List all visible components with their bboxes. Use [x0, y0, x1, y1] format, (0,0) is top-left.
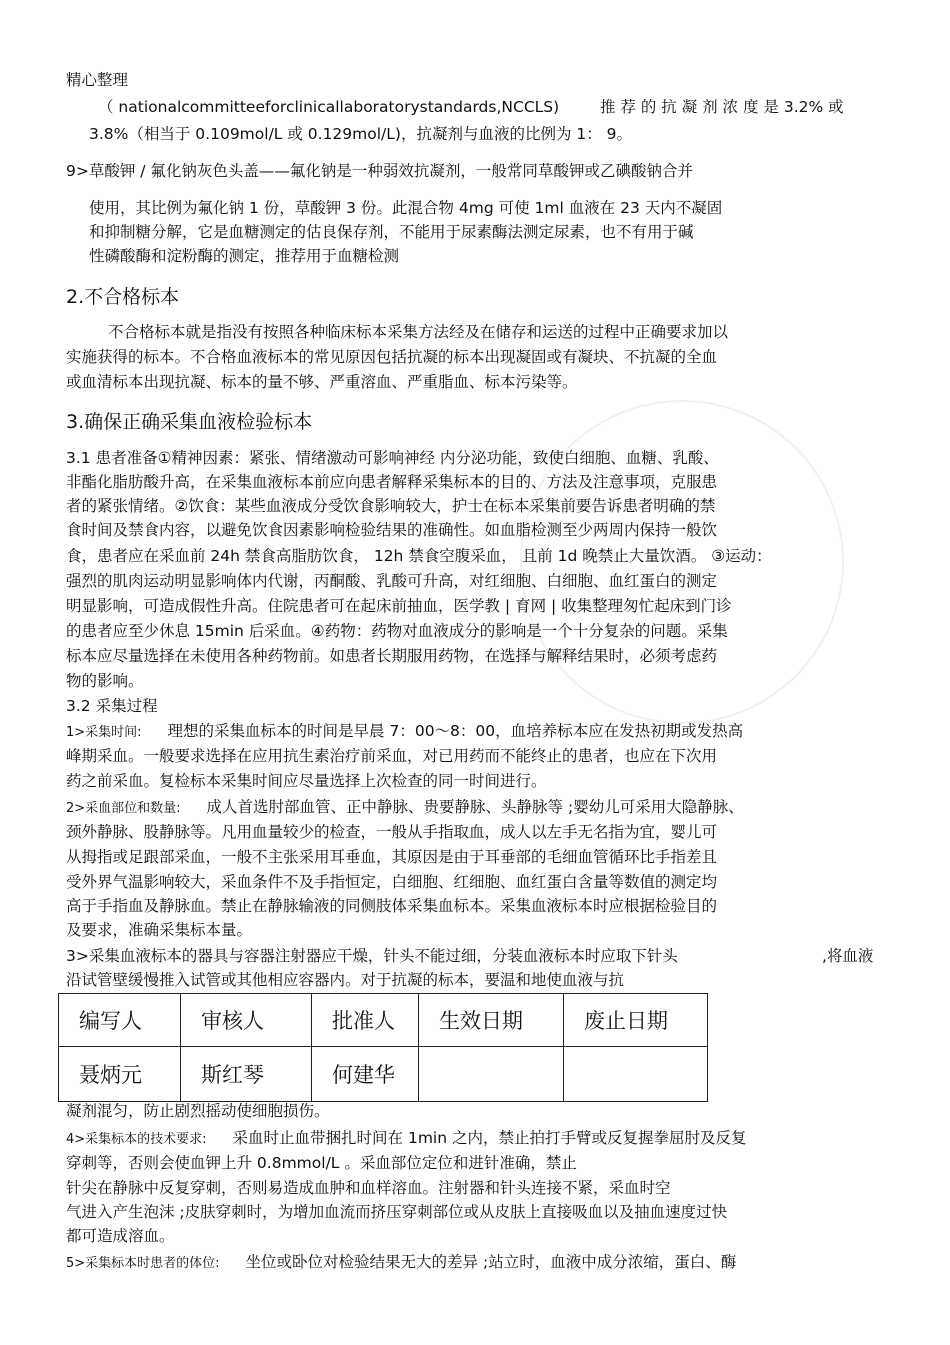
item3-line2: 沿试管壁缓慢推入试管或其他相应容器内。对于抗凝的标本，要温和地使血液与抗 — [66, 971, 625, 989]
item1-label: 1>采集时间: — [66, 725, 142, 740]
item2-line4: 受外界气温影响较大，采血条件不及手指恒定，白细胞、红细胞、血红蛋白含量等数值的测定均 — [66, 873, 718, 891]
p2-line3: 和抑制糖分解，它是血糖测定的估良保存剂，不能用于尿素酶法测定尿素，也不有用于碱 — [89, 223, 694, 241]
p2-line1 — [66, 161, 693, 181]
item5-line1-text: 坐位或卧位对检验结果无大的差异 ;站立时，血液中成分浓缩，蛋白、酶 — [245, 1253, 737, 1271]
s31-line: 食，患者应在采血前 24h 禁食高脂肪饮食， 12h 禁食空腹采血， 且前 1d 晚禁止大量饮酒。 ③运动： — [66, 547, 772, 565]
approval-value-row — [59, 1047, 708, 1102]
value-cell-effective-date — [419, 1047, 564, 1102]
item4-label: 4>采集标本的技术要求: — [66, 1132, 207, 1147]
s31-line: 者的紧张情绪。②饮食：某些血液成分受饮食影响较大，护士在标本采集前要告诉患者明确的禁 — [66, 497, 716, 515]
p2-line4: 性磷酸酶和淀粉酶的测定，推荐用于血糖检测 — [89, 247, 400, 265]
s31-line: 食时间及禁食内容，以避免饮食因素影响检验结果的准确性。如血脂检测至少两周内保持一般饮 — [66, 521, 718, 539]
item2-line2: 颈外静脉、股静脉等。凡用血量较少的检查，一般从手指取血，成人以左手无名指为宜，婴儿可 — [66, 823, 718, 841]
item2-label: 2>采血部位和数量: — [66, 801, 181, 816]
item3-line1a: 3>采集血液标本的器具与容器注射器应干燥，针头不能过细，分装血液标本时应取下针头 — [66, 947, 678, 965]
approval-header-row — [59, 994, 708, 1047]
value-cell-approver: 何建华 — [312, 1047, 419, 1102]
p2-line1-text: 草酸钾 / 氟化钠灰色头盖——氟化钠是一种弱效抗凝剂，一般常同草酸钾或乙碘酸钠合并 — [88, 162, 693, 180]
item2-line1 — [66, 797, 744, 819]
s31-line: 明显影响，可造成假性升高。住院患者可在起床前抽血，医学教 | 育网 | 收集整理匆忙起床到门诊 — [66, 597, 732, 615]
s31-line: 3.1 患者准备①精神因素：紧张、情绪激动可影响神经 内分泌功能，致使白细胞、血糖、乳酸、 — [66, 449, 719, 467]
header-cell-effective-date: 生效日期 — [419, 994, 564, 1047]
approval-table — [58, 993, 708, 1102]
s32-title: 3.2 采集过程 — [66, 697, 158, 715]
s31-line: 非酯化脂肪酸升高，在采集血液标本前应向患者解释采集标本的目的、方法及注意事项，克服患 — [66, 473, 718, 491]
header-cell-approver: 批准人 — [312, 994, 419, 1047]
sec2-line1: 不合格标本就是指没有按照各种临床标本采集方法经及在储存和运送的过程中正确要求加以 — [108, 323, 729, 341]
item2-line3: 从拇指或足跟部采血，一般不主张采用耳垂血，其原因是由于耳垂部的毛细血管循环比手指差且 — [66, 848, 718, 866]
p1-line2: 3.8%（相当于 0.109mol/L 或 0.129mol/L)，抗凝剂与血液的比例为 1： 9。 — [89, 125, 633, 143]
item5-line1 — [66, 1252, 736, 1274]
sec2-line2: 实施获得的标本。不合格血液标本的常见原因包括抗凝的标本出现凝固或有凝块、不抗凝的全血 — [66, 348, 718, 366]
value-cell-author: 聂炳元 — [59, 1047, 181, 1102]
item1-line3: 药之前采血。复检标本采集时间应尽量选择上次检查的同一时间进行。 — [66, 772, 547, 790]
header-text: 精心整理 — [66, 71, 129, 89]
header-cell-reviewer: 审核人 — [181, 994, 312, 1047]
item5-label: 5>采集标本时患者的体位: — [66, 1256, 220, 1271]
item4-line1 — [66, 1128, 747, 1150]
s31-line: 标本应尽量选择在未使用各种药物前。如患者长期服用药物，在选择与解释结果时，必须考虑药 — [66, 647, 718, 665]
item3-line1b: ,将血液 — [822, 947, 874, 965]
item2-line6: 及要求，准确采集标本量。 — [66, 921, 253, 939]
s31-line: 强烈的肌肉运动明显影响体内代谢，丙酮酸、乳酸可升高，对红细胞、白细胞、血红蛋白的测定 — [66, 572, 718, 590]
item3-line3: 凝剂混匀，防止剧烈摇动使细胞损伤。 — [66, 1102, 330, 1120]
section-2-title: 2.不合格标本 — [66, 286, 180, 308]
value-cell-expiry-date — [564, 1047, 708, 1102]
item4-line2: 穿刺等，否则会使血钾上升 0.8mmol/L 。采血部位定位和进针准确，禁止 — [66, 1154, 577, 1172]
item4-line5: 都可造成溶血。 — [66, 1227, 175, 1245]
p2-line2: 使用，其比例为氟化钠 1 份，草酸钾 3 份。此混合物 4mg 可使 1ml 血液在 23 天内不凝固 — [89, 199, 723, 217]
p1-line1b: 推 荐 的 抗 凝 剂 浓 度 是 3.2% 或 — [600, 98, 844, 116]
item4-line1-text: 采血时止血带捆扎时间在 1min 之内，禁止拍打手臂或反复握拳屈肘及反复 — [232, 1129, 747, 1147]
item4-line4: 气进入产生泡沫 ;皮肤穿刺时，为增加血流而挤压穿刺部位或从皮肤上直接吸血以及抽血速度过快 — [66, 1203, 728, 1221]
item4-line3: 针尖在静脉中反复穿刺，否则易造成血肿和血样溶血。注射器和针头连接不紧，采血时空 — [66, 1179, 671, 1197]
section-3-title: 3.确保正确采集血液检验标本 — [66, 411, 313, 433]
s31-line: 的患者应至少休息 15min 后采血。④药物：药物对血液成分的影响是一个十分复杂的问题。采集 — [66, 622, 728, 640]
p1-line1a: （ nationalcommitteeforclinicallaboratorystandards,NCCLS) — [98, 98, 560, 116]
sec2-line3: 或血清标本出现抗凝、标本的量不够、严重溶血、严重脂血、标本污染等。 — [66, 373, 578, 391]
s31-line: 物的影响。 — [66, 672, 144, 690]
header-cell-expiry-date: 废止日期 — [564, 994, 708, 1047]
item2-line1-text: 成人首选肘部血管、正中静脉、贵要静脉、头静脉等 ;婴幼儿可采用大隐静脉、 — [206, 798, 744, 816]
header-cell-author: 编写人 — [59, 994, 181, 1047]
item1-line2: 峰期采血。一般要求选择在应用抗生素治疗前采血，对已用药而不能终止的患者，也应在下次用 — [66, 747, 718, 765]
p2-num: 9> — [66, 162, 89, 180]
value-cell-reviewer: 斯红琴 — [181, 1047, 312, 1102]
item1-line1 — [66, 721, 743, 743]
item2-line5: 高于手指血及静脉血。禁止在静脉输液的同侧肢体采集血标本。采集血液标本时应根据检验目的 — [66, 897, 718, 915]
item1-line1-text: 理想的采集血标本的时间是早晨 7：00～8：00，血培养标本应在发热初期或发热高 — [167, 722, 744, 740]
